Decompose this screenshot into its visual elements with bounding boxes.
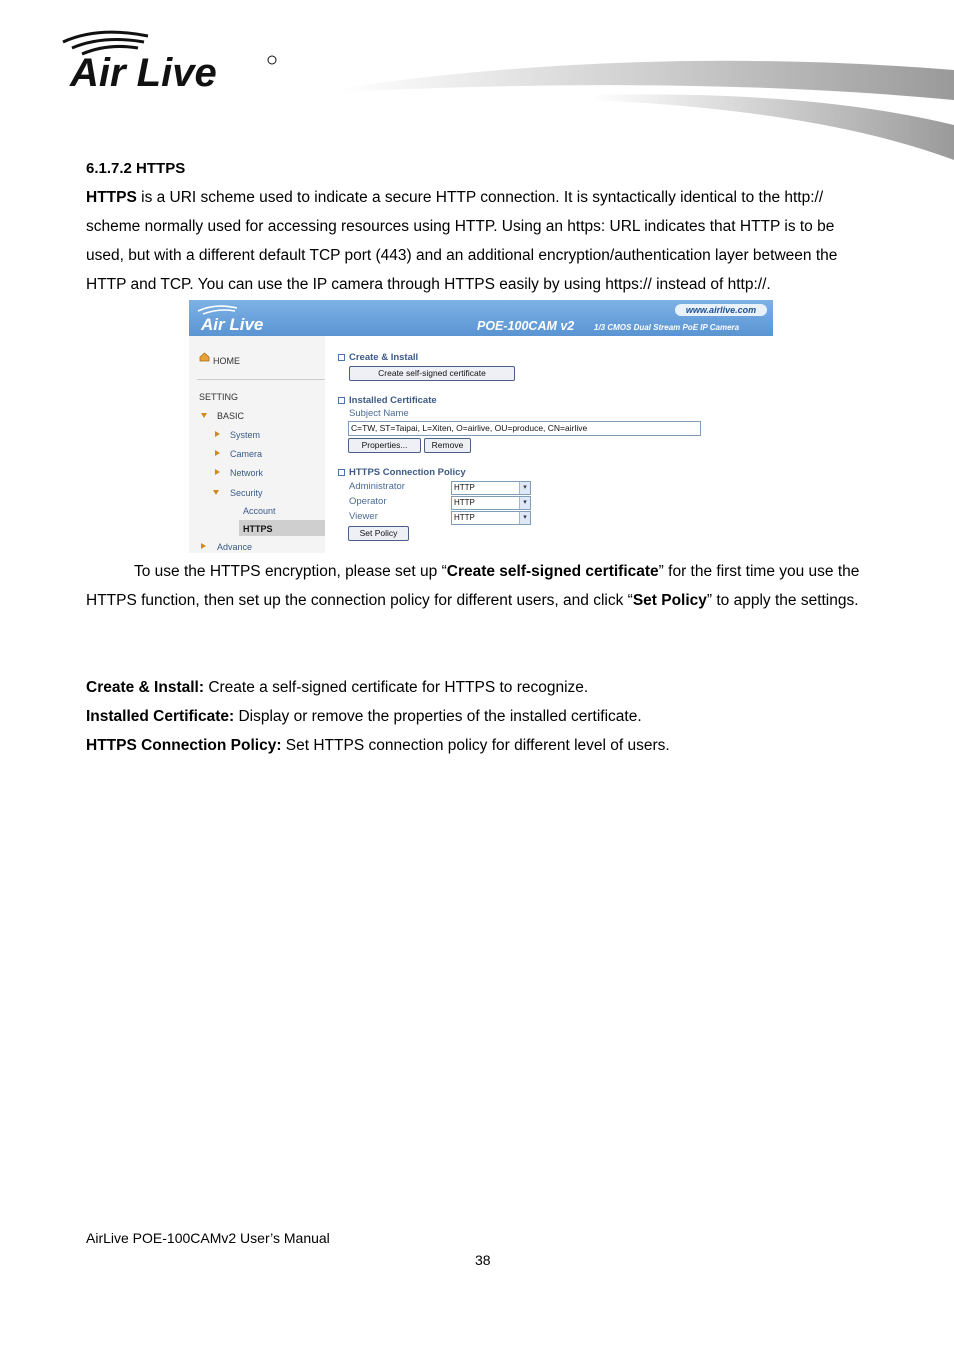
sidebar-item-security[interactable]: Security xyxy=(230,488,263,498)
definition-term: HTTPS Connection Policy: xyxy=(86,737,282,754)
basic-expanded-icon xyxy=(201,413,207,418)
create-install-title: Create & Install xyxy=(349,352,419,363)
create-certificate-button[interactable]: Create self-signed certificate xyxy=(349,366,515,381)
definition-term: Create & Install: xyxy=(86,679,205,696)
section-marker-icon xyxy=(338,397,345,404)
definition-term: Installed Certificate: xyxy=(86,708,235,725)
set-policy-button[interactable]: Set Policy xyxy=(348,526,409,541)
administrator-policy-select[interactable]: HTTP ▾ xyxy=(451,481,531,495)
section-heading: 6.1.7.2 HTTPS xyxy=(86,160,186,177)
intro-term: HTTPS xyxy=(86,189,137,206)
intro-text: is a URI scheme used to indicate a secure HTTP connection. It is syntactically identical to the http:// scheme normally used for accessing resources using HTTP. Using an https: URL indicates that HTTP is to be used, but with a different default TCP port (443) and an additional encryption/authentication layer between the HTTP and TCP. You can use the IP camera through HTTPS easily by using https:// instead of http://. xyxy=(86,189,838,293)
svg-text:Air Live: Air Live xyxy=(201,315,264,333)
definition-text: Display or remove the properties of the installed certificate. xyxy=(234,708,642,725)
screenshot-url-badge[interactable]: www.airlive.com xyxy=(675,304,767,316)
chevron-down-icon[interactable]: ▾ xyxy=(519,497,530,509)
footer-manual-title: AirLive POE-100CAMv2 User’s Manual xyxy=(86,1230,330,1246)
screenshot-sidebar xyxy=(189,336,325,553)
installed-certificate-title: Installed Certificate xyxy=(349,395,437,406)
policy-label-administrator: Administrator xyxy=(349,481,405,492)
sidebar-item-https[interactable]: HTTPS xyxy=(243,524,273,534)
properties-button[interactable]: Properties... xyxy=(348,438,421,453)
viewer-policy-select[interactable]: HTTP ▾ xyxy=(451,511,531,525)
section-marker-icon xyxy=(338,354,345,361)
definition-create-install xyxy=(86,673,876,702)
https-settings-screenshot xyxy=(189,300,773,553)
instructions-bold-2: Set Policy xyxy=(632,592,707,609)
instructions-bold-1: Create self-signed certificate xyxy=(446,563,659,580)
sidebar-item-camera[interactable]: Camera xyxy=(230,449,263,459)
chevron-down-icon[interactable]: ▾ xyxy=(519,512,530,524)
definition-text: Set HTTPS connection policy for different level of users. xyxy=(281,737,670,754)
screenshot-tagline: 1/3 CMOS Dual Stream PoE IP Camera xyxy=(594,323,740,332)
home-icon xyxy=(199,352,210,362)
chevron-down-icon[interactable]: ▾ xyxy=(519,482,530,494)
network-arrow-icon xyxy=(215,469,220,475)
subject-name-label: Subject Name xyxy=(349,408,409,419)
system-arrow-icon xyxy=(215,431,220,437)
policy-title: HTTPS Connection Policy xyxy=(349,467,466,478)
header-swoosh xyxy=(340,50,954,165)
page-number: 38 xyxy=(475,1252,491,1268)
screenshot-model: POE-100CAM v2 xyxy=(477,319,575,333)
definition-connection-policy xyxy=(86,731,876,760)
svg-text:Air Live: Air Live xyxy=(70,51,217,94)
instructions-text-3: ” to apply the settings. xyxy=(706,592,859,609)
definition-installed-certificate xyxy=(86,702,876,731)
instructions-text-1: To use the HTTPS encryption, please set up “ xyxy=(134,563,447,580)
sidebar-item-system[interactable]: System xyxy=(230,430,261,440)
sidebar-divider xyxy=(197,379,325,380)
sidebar-item-basic[interactable]: BASIC xyxy=(217,411,245,421)
screenshot-banner xyxy=(189,300,773,336)
airlive-logo xyxy=(58,28,288,94)
section-marker-icon xyxy=(338,469,345,476)
sidebar-item-home[interactable]: HOME xyxy=(213,356,240,366)
sidebar-item-advance[interactable]: Advance xyxy=(217,542,253,552)
intro-paragraph xyxy=(86,183,876,299)
sidebar-heading-setting: SETTING xyxy=(199,392,239,402)
policy-label-viewer: Viewer xyxy=(349,511,378,522)
sidebar-item-network[interactable]: Network xyxy=(230,468,264,478)
subject-name-field[interactable]: C=TW, ST=Taipai, L=Xiten, O=airlive, OU=produce, CN=airlive xyxy=(348,421,701,436)
screenshot-airlive-logo xyxy=(195,303,295,333)
advance-arrow-icon xyxy=(201,543,206,549)
remove-button[interactable]: Remove xyxy=(424,438,471,453)
definition-text: Create a self-signed certificate for HTTPS to recognize. xyxy=(204,679,589,696)
security-expanded-icon xyxy=(213,490,219,495)
instructions-text-2: ” for the first time you use the HTTPS function, then set up the connection policy for different users, and click “ xyxy=(86,563,860,609)
camera-arrow-icon xyxy=(215,450,220,456)
instructions-paragraph xyxy=(86,557,876,615)
sidebar-item-account[interactable]: Account xyxy=(243,506,276,516)
policy-label-operator: Operator xyxy=(349,496,387,507)
operator-policy-select[interactable]: HTTP ▾ xyxy=(451,496,531,510)
